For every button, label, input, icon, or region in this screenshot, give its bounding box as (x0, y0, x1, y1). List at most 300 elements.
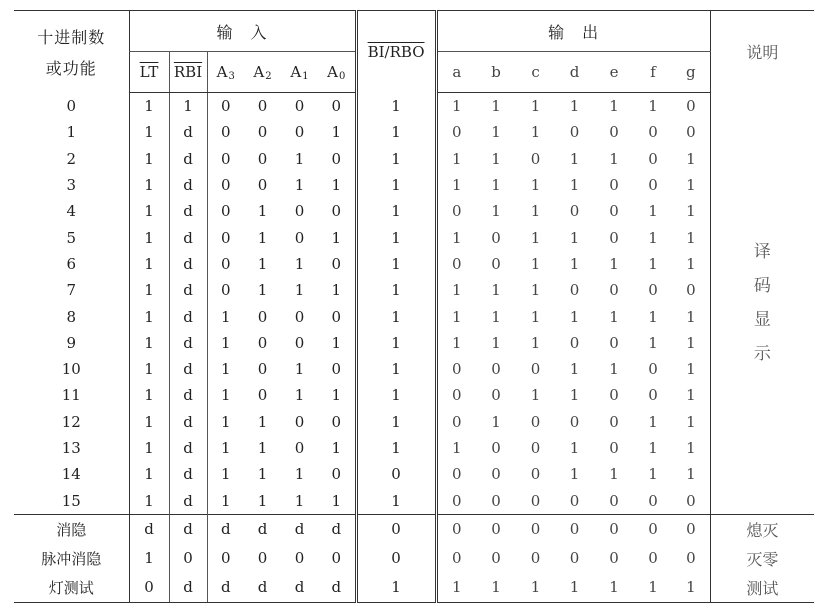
cell-out-d: 0 (569, 549, 580, 568)
out-f-header: f (634, 52, 672, 93)
cell-out-g: 1 (686, 307, 696, 326)
cell-a0: 0 (331, 202, 342, 221)
a1-sub: 1 (302, 70, 309, 82)
cell-out-b: 1 (491, 202, 501, 221)
cell-out-f: 1 (648, 465, 658, 484)
cell-out-b: 1 (491, 333, 501, 352)
cell-out-b: 0 (491, 254, 501, 273)
cell-out-b: 1 (491, 97, 501, 116)
cell-bi-rbo: 1 (356, 573, 436, 603)
cell-out-f: 0 (634, 514, 672, 544)
row-label: 2 (66, 149, 77, 168)
cell-out-e: 0 (594, 514, 634, 544)
function-note: 熄灭 (710, 514, 814, 544)
cell-out-d: 0 (569, 491, 580, 510)
cell-a1: 1 (294, 281, 305, 300)
cell-bi-rbo: 1 (356, 93, 436, 120)
cell-out-f: 0 (648, 176, 658, 195)
table-row (14, 277, 814, 303)
cell-out-a: 1 (452, 97, 462, 116)
cell-a2: 1 (257, 202, 268, 221)
cell-lt: 1 (129, 198, 169, 224)
a2-sub: 2 (265, 70, 272, 82)
function-row (14, 573, 814, 603)
a2-header (244, 52, 281, 93)
cell-a2: 0 (257, 386, 268, 405)
notes-header: 说明 (710, 11, 814, 93)
cell-out-g: 0 (686, 97, 696, 116)
cell-out-d: 1 (555, 573, 594, 603)
cell-out-d: 1 (569, 439, 580, 457)
row-label: 6 (66, 254, 77, 273)
cell-a2: 1 (257, 439, 268, 457)
table-row (14, 356, 814, 382)
cell-a1: 0 (294, 439, 305, 457)
cell-a0: 0 (331, 412, 342, 431)
cell-out-f: 0 (648, 386, 658, 405)
cell-out-g: 1 (686, 386, 696, 405)
cell-out-b: 1 (491, 176, 501, 195)
cell-a1: 0 (294, 123, 305, 142)
table-row (14, 146, 814, 172)
decimal-function-header (14, 11, 129, 93)
cell-lt: 1 (129, 356, 169, 382)
row-label: 15 (61, 491, 81, 510)
cell-a1: 0 (294, 412, 305, 431)
cell-out-g: 1 (686, 202, 696, 221)
function-note: 灭零 (710, 544, 814, 573)
cell-out-f: 1 (648, 202, 658, 221)
cell-lt: 1 (129, 93, 169, 120)
decode-note-char: 示 (753, 344, 771, 365)
cell-rbi: d (169, 303, 207, 329)
cell-out-b: 1 (491, 307, 501, 326)
cell-out-e: 1 (609, 149, 619, 168)
truth-table (14, 10, 814, 603)
cell-out-c: 1 (530, 281, 541, 300)
cell-a2: 0 (257, 307, 268, 326)
function-label: 脉冲消隐 (41, 549, 102, 568)
cell-rbi: d (169, 487, 207, 514)
cell-rbi: d (169, 461, 207, 487)
cell-out-c: 0 (530, 439, 541, 457)
cell-out-f: 0 (648, 281, 658, 300)
cell-out-f: 0 (648, 360, 658, 379)
cell-out-f: 1 (648, 307, 658, 326)
rbi-header (169, 52, 207, 93)
a2-base: A (253, 62, 265, 81)
cell-out-f: 0 (648, 491, 658, 510)
out-d-header: d (555, 52, 594, 93)
cell-a3: 1 (207, 487, 244, 514)
cell-out-f: 1 (648, 97, 658, 116)
cell-out-c: 0 (530, 465, 541, 484)
cell-a2: 1 (257, 465, 268, 484)
cell-out-f: 1 (648, 228, 658, 247)
row-label: 5 (66, 228, 77, 247)
cell-a0: 1 (331, 333, 342, 352)
cell-out-g: 1 (686, 176, 696, 195)
cell-out-e: 0 (609, 549, 619, 568)
table-row (14, 461, 814, 487)
cell-a3: 0 (207, 251, 244, 277)
cell-rbi: d (169, 573, 207, 603)
cell-a0: 0 (331, 97, 342, 116)
cell-out-f: 1 (648, 439, 658, 457)
cell-out-g: 1 (686, 149, 696, 168)
cell-a3: 1 (207, 409, 244, 435)
cell-lt: 1 (129, 277, 169, 303)
cell-out-a: 0 (452, 412, 462, 431)
table-row (14, 303, 814, 329)
cell-out-c: 0 (530, 412, 541, 431)
cell-lt: d (129, 514, 169, 544)
cell-out-d: 0 (569, 202, 580, 221)
cell-a1: 1 (294, 386, 305, 405)
cell-a0: 1 (331, 491, 342, 510)
cell-out-e: 1 (594, 573, 634, 603)
cell-a0: 0 (331, 549, 342, 568)
row-label: 7 (66, 281, 77, 300)
cell-a3: 0 (207, 224, 244, 250)
cell-a0: 1 (331, 281, 342, 300)
cell-out-d: 1 (569, 97, 580, 116)
cell-a0: 1 (331, 386, 342, 405)
cell-out-c: 0 (530, 491, 541, 510)
cell-out-g: 1 (686, 439, 696, 457)
a0-sub: 0 (339, 70, 346, 82)
a1-base: A (290, 62, 302, 81)
cell-out-b: 0 (491, 549, 501, 568)
cell-out-c: 1 (530, 307, 541, 326)
cell-out-g: 0 (686, 123, 696, 142)
out-a-header: a (436, 52, 476, 93)
cell-a2: 1 (257, 254, 268, 273)
a3-header (207, 52, 244, 93)
cell-out-c: 0 (530, 149, 541, 168)
cell-out-f: 0 (648, 123, 658, 142)
cell-bi-rbo: 1 (356, 409, 436, 435)
table-row (14, 330, 814, 356)
cell-a0: 1 (331, 123, 342, 142)
cell-out-e: 0 (609, 176, 619, 195)
lt-header (129, 52, 169, 93)
cell-bi-rbo: 0 (356, 461, 436, 487)
cell-out-e: 0 (609, 333, 619, 352)
cell-a3: 1 (207, 330, 244, 356)
table-row (14, 382, 814, 408)
cell-out-f: 0 (648, 549, 658, 568)
cell-out-e: 0 (609, 386, 619, 405)
cell-out-g: 0 (686, 549, 696, 568)
cell-bi-rbo: 1 (356, 251, 436, 277)
cell-out-f: 1 (648, 254, 658, 273)
cell-a2: d (244, 573, 281, 603)
cell-a3: 0 (207, 544, 244, 573)
cell-lt: 1 (129, 544, 169, 573)
cell-a1: 1 (294, 149, 305, 168)
function-label: 灯测试 (14, 573, 129, 603)
cell-out-c: 1 (530, 123, 541, 142)
cell-out-g: 1 (686, 333, 696, 352)
cell-rbi: d (169, 119, 207, 145)
row-label: 1 (66, 123, 77, 142)
cell-out-c: 1 (530, 176, 541, 195)
cell-out-d: 1 (569, 307, 580, 326)
cell-lt: 1 (129, 119, 169, 145)
cell-out-a: 0 (452, 202, 462, 221)
cell-out-g: 1 (686, 412, 696, 431)
cell-out-c: 0 (530, 549, 541, 568)
cell-a0: 1 (331, 439, 342, 457)
cell-out-a: 0 (452, 491, 462, 510)
cell-rbi: d (169, 382, 207, 408)
cell-a3: 0 (207, 198, 244, 224)
cell-out-f: 1 (648, 333, 658, 352)
cell-a3: 1 (207, 382, 244, 408)
cell-a3: 0 (207, 93, 244, 120)
out-e-header: e (594, 52, 634, 93)
cell-out-e: 1 (609, 360, 619, 379)
cell-a0: 0 (331, 149, 342, 168)
row-label: 14 (61, 465, 81, 484)
cell-out-f: 1 (634, 573, 672, 603)
cell-out-a: 1 (436, 573, 476, 603)
cell-rbi: 0 (169, 544, 207, 573)
cell-a1: 0 (294, 549, 305, 568)
cell-a3: 1 (207, 356, 244, 382)
cell-out-a: 1 (452, 228, 462, 247)
cell-a2: 0 (257, 333, 268, 352)
cell-a2: 0 (257, 123, 268, 142)
lt-label: $\overline{LT}$ (139, 63, 159, 81)
cell-out-a: 0 (452, 386, 462, 405)
cell-out-f: 1 (648, 412, 658, 431)
cell-out-d: 1 (569, 254, 580, 273)
cell-out-e: 0 (609, 439, 619, 457)
cell-out-b: 0 (476, 514, 516, 544)
bi-rbo-header (356, 11, 436, 93)
cell-a0: 0 (331, 360, 342, 379)
function-row (14, 514, 814, 544)
cell-a3: 1 (207, 461, 244, 487)
cell-out-g: 0 (686, 281, 696, 300)
cell-lt: 1 (129, 224, 169, 250)
cell-a2: 0 (257, 97, 268, 116)
function-label: 消隐 (14, 514, 129, 544)
cell-a2: 0 (257, 549, 268, 568)
cell-a3: 0 (207, 172, 244, 198)
a0-base: A (327, 62, 338, 81)
cell-out-c: 1 (530, 228, 541, 247)
cell-out-e: 0 (609, 202, 619, 221)
row-label: 4 (66, 202, 77, 221)
decimal-label-line1: 十进制数 (37, 27, 106, 47)
cell-out-g: 1 (686, 360, 696, 379)
cell-a2: 0 (257, 176, 268, 195)
cell-lt: 1 (129, 461, 169, 487)
row-label: 9 (66, 333, 77, 352)
a3-sub: 3 (228, 70, 235, 82)
cell-bi-rbo: 1 (356, 277, 436, 303)
row-label: 12 (61, 412, 81, 431)
cell-a3: 0 (207, 277, 244, 303)
cell-out-b: 0 (491, 465, 501, 484)
row-label: 11 (61, 386, 81, 405)
cell-a3: d (207, 573, 244, 603)
cell-rbi: d (169, 435, 207, 461)
row-label: 13 (61, 439, 81, 457)
cell-lt: 1 (129, 303, 169, 329)
decimal-label-line2: 或功能 (45, 58, 97, 78)
table-header (14, 11, 814, 93)
row-label: 0 (66, 96, 77, 115)
table-body (14, 93, 814, 603)
cell-out-d: 0 (569, 412, 580, 431)
cell-a1: 0 (294, 97, 305, 116)
cell-rbi: d (169, 224, 207, 250)
cell-bi-rbo: 1 (356, 435, 436, 461)
out-g-header: g (672, 52, 710, 93)
cell-a0: d (318, 573, 356, 603)
cell-rbi: 1 (169, 93, 207, 120)
table-row (14, 435, 814, 461)
cell-a3: 0 (207, 146, 244, 172)
cell-a1: 0 (294, 228, 305, 247)
cell-out-d: 1 (569, 360, 580, 379)
cell-a1: 1 (294, 176, 305, 195)
cell-a3: 0 (207, 119, 244, 145)
a1-header (281, 52, 318, 93)
cell-out-a: 1 (452, 176, 462, 195)
cell-a3: 1 (207, 435, 244, 461)
a3-base: A (216, 62, 228, 81)
decode-note-char: 译 (753, 242, 771, 263)
cell-rbi: d (169, 356, 207, 382)
cell-out-d: 1 (569, 176, 580, 195)
cell-out-b: 0 (491, 228, 501, 247)
cell-a0: 0 (331, 254, 342, 273)
cell-out-g: 1 (672, 573, 710, 603)
table-row (14, 487, 814, 514)
cell-bi-rbo: 1 (356, 356, 436, 382)
cell-out-b: 1 (491, 149, 501, 168)
cell-out-b: 1 (491, 412, 501, 431)
cell-lt: 1 (129, 409, 169, 435)
cell-out-b: 0 (491, 439, 501, 457)
cell-out-g: 1 (686, 228, 696, 247)
function-note: 测试 (710, 573, 814, 603)
cell-a2: 1 (257, 491, 268, 510)
cell-lt: 1 (129, 251, 169, 277)
cell-a2: 1 (257, 412, 268, 431)
cell-out-c: 1 (516, 573, 555, 603)
cell-out-e: 0 (609, 412, 619, 431)
cell-bi-rbo: 1 (356, 330, 436, 356)
cell-out-e: 0 (609, 123, 619, 142)
decode-note-char: 码 (753, 276, 771, 297)
cell-out-d: 0 (569, 333, 580, 352)
cell-out-c: 1 (530, 202, 541, 221)
table-row (14, 198, 814, 224)
decode-display-note (710, 93, 814, 515)
cell-rbi: d (169, 514, 207, 544)
cell-out-g: 0 (672, 514, 710, 544)
cell-a1: 0 (294, 202, 305, 221)
cell-out-e: 0 (609, 228, 619, 247)
cell-out-a: 0 (452, 254, 462, 273)
table-row (14, 409, 814, 435)
cell-a2: d (244, 514, 281, 544)
cell-a1: 0 (294, 307, 305, 326)
cell-bi-rbo: 1 (356, 224, 436, 250)
cell-bi-rbo: 1 (356, 119, 436, 145)
output-group-header: 输 出 (436, 11, 710, 52)
cell-out-c: 1 (530, 254, 541, 273)
cell-out-a: 0 (452, 549, 462, 568)
cell-out-d: 1 (569, 465, 580, 484)
cell-out-a: 0 (452, 360, 462, 379)
cell-rbi: d (169, 251, 207, 277)
cell-out-a: 0 (452, 465, 462, 484)
cell-bi-rbo: 1 (356, 487, 436, 514)
cell-out-d: 0 (555, 514, 594, 544)
cell-lt: 1 (129, 172, 169, 198)
cell-lt: 0 (129, 573, 169, 603)
cell-bi-rbo: 1 (356, 303, 436, 329)
cell-out-d: 1 (569, 228, 580, 247)
cell-out-a: 1 (452, 149, 462, 168)
cell-out-b: 0 (491, 360, 501, 379)
table-row (14, 119, 814, 145)
cell-lt: 1 (129, 435, 169, 461)
cell-a1: 1 (294, 360, 305, 379)
cell-out-a: 1 (452, 333, 462, 352)
cell-out-b: 1 (476, 573, 516, 603)
cell-rbi: d (169, 409, 207, 435)
cell-bi-rbo: 1 (356, 382, 436, 408)
cell-a0: d (318, 514, 356, 544)
table-row (14, 224, 814, 250)
function-row (14, 544, 814, 573)
cell-a2: 1 (257, 228, 268, 247)
cell-lt: 1 (129, 330, 169, 356)
cell-out-c: 1 (530, 333, 541, 352)
decode-note-char: 显 (753, 310, 771, 331)
cell-lt: 1 (129, 487, 169, 514)
cell-a2: 1 (257, 281, 268, 300)
cell-out-e: 1 (609, 97, 619, 116)
cell-a1: 1 (294, 491, 305, 510)
cell-out-b: 0 (491, 386, 501, 405)
cell-rbi: d (169, 146, 207, 172)
cell-out-a: 1 (452, 281, 462, 300)
cell-out-f: 0 (648, 149, 658, 168)
cell-a1: 0 (294, 333, 305, 352)
cell-out-e: 0 (609, 491, 619, 510)
rbi-label: $\overline{RBI}$ (173, 63, 203, 81)
out-c-header: c (516, 52, 555, 93)
cell-out-d: 1 (569, 386, 580, 405)
cell-out-e: 1 (609, 465, 619, 484)
a0-header (318, 52, 356, 93)
cell-out-b: 1 (491, 123, 501, 142)
input-group-header: 输 入 (129, 11, 356, 52)
cell-a2: 0 (257, 149, 268, 168)
cell-lt: 1 (129, 146, 169, 172)
cell-out-a: 0 (436, 514, 476, 544)
row-label: 8 (66, 307, 77, 326)
